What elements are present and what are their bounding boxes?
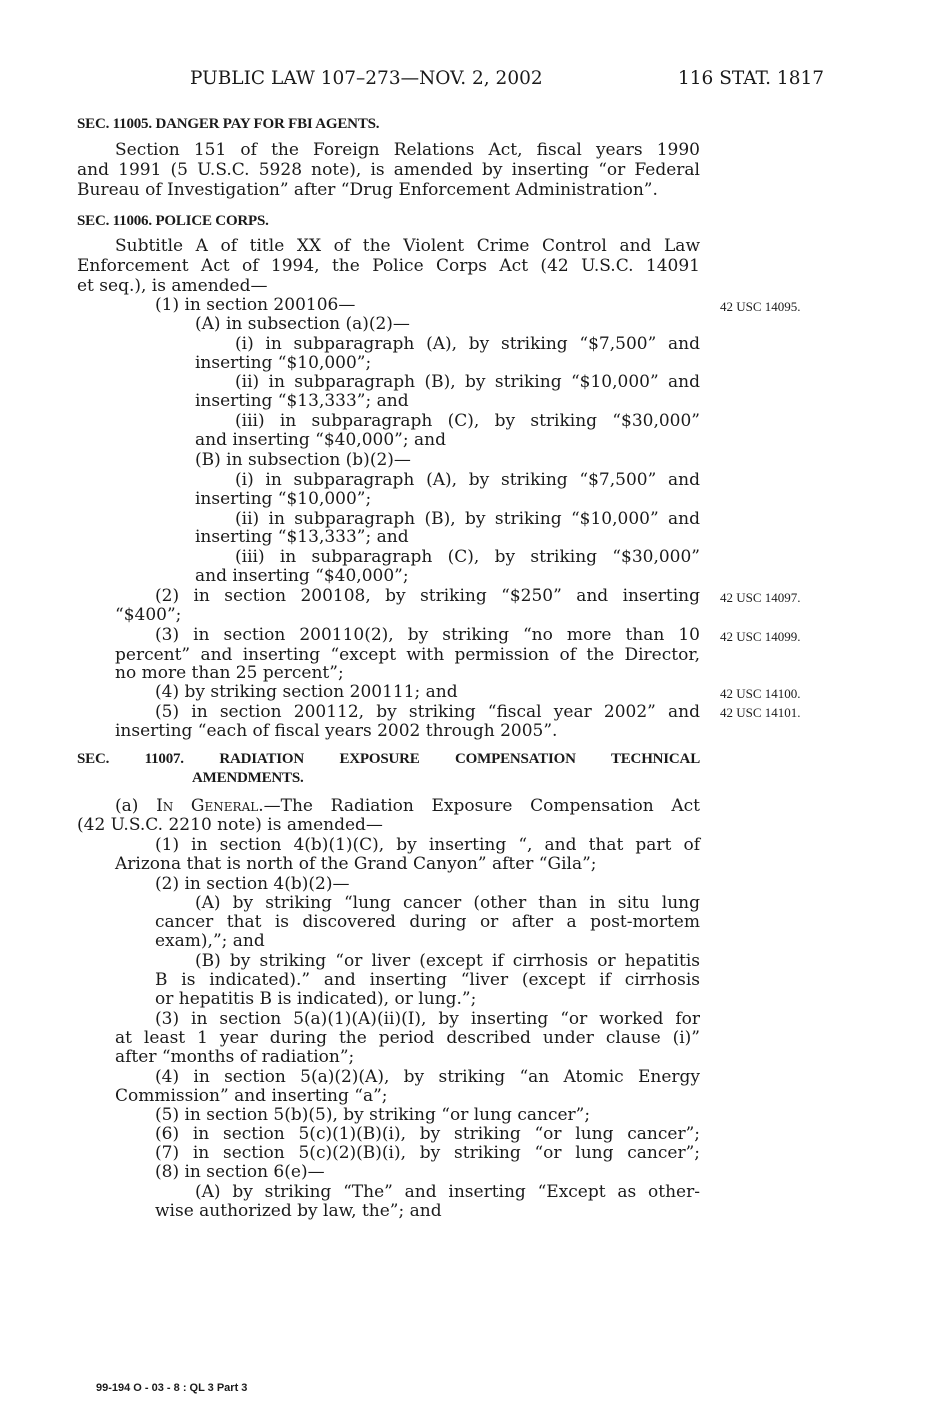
text-line: Subtitle A of title XX of the Violent Crime Control and Law <box>115 236 700 256</box>
text-line: (A) by striking “The” and inserting “Except as other- <box>195 1182 700 1202</box>
subsection-text: .—The Radiation Exposure Compensation Act <box>258 796 700 816</box>
text-line: (iii) in subparagraph (C), by striking “$30,000” <box>235 547 700 567</box>
margin-note: 42 USC 14095. <box>720 299 801 314</box>
text-line: inserting “$13,333”; and <box>195 391 409 411</box>
text-line: (6) in section 5(c)(1)(B)(i), by striking “or lung cancer”; <box>155 1124 700 1144</box>
text-line: Enforcement Act of 1994, the Police Corps Act (42 U.S.C. 14091 <box>77 256 700 276</box>
text-line: (4) in section 5(a)(2)(A), by striking “an Atomic Energy <box>155 1067 700 1087</box>
text-line: (i) in subparagraph (A), by striking “$7,500” and <box>235 334 700 354</box>
section-heading-11007: SEC. 11007. RADIATION EXPOSURE COMPENSATION TECHNICAL <box>77 751 700 767</box>
text-line: inserting “$13,333”; and <box>195 527 409 547</box>
text-line: wise authorized by law, the”; and <box>155 1201 442 1221</box>
text-line: Commission” and inserting “a”; <box>115 1086 388 1106</box>
running-header: PUBLIC LAW 107–273—NOV. 2, 2002 <box>190 68 543 89</box>
text-line: (7) in section 5(c)(2)(B)(i), by striking “or lung cancer”; <box>155 1143 700 1163</box>
text-line: (i) in subparagraph (A), by striking “$7,500” and <box>235 470 700 490</box>
text-line: percent” and inserting “except with permission of the Director, <box>115 645 700 665</box>
text-line: (1) in section 200106— <box>155 295 356 315</box>
text-line: Bureau of Investigation” after “Drug Enforcement Administration”. <box>77 180 658 200</box>
text-line: B is indicated).” and inserting “liver (except if cirrhosis <box>155 970 700 990</box>
text-line: cancer that is discovered during or after a post-mortem <box>155 912 700 932</box>
section-heading-11007-cont: AMENDMENTS. <box>192 770 304 786</box>
text-line: exam),”; and <box>155 931 265 951</box>
text-line: Section 151 of the Foreign Relations Act, fiscal years 1990 <box>115 140 700 160</box>
section-heading-11006: SEC. 11006. POLICE CORPS. <box>77 213 269 229</box>
printer-footer: 99-194 O - 03 - 8 : QL 3 Part 3 <box>96 1382 248 1394</box>
subsection-heading: In General <box>156 796 259 816</box>
text-line: Arizona that is north of the Grand Canyon” after “Gila”; <box>115 854 597 874</box>
text-line: and inserting “$40,000”; and <box>195 430 446 450</box>
text-line: (iii) in subparagraph (C), by striking “$30,000” <box>235 411 700 431</box>
page-stat-number: 116 STAT. 1817 <box>678 68 825 89</box>
margin-note: 42 USC 14099. <box>720 629 801 644</box>
text-line: inserting “each of fiscal years 2002 through 2005”. <box>115 721 558 741</box>
text-line: (42 U.S.C. 2210 note) is amended— <box>77 815 383 835</box>
text-line: and 1991 (5 U.S.C. 5928 note), is amended by inserting “or Federal <box>77 160 700 180</box>
text-line: or hepatitis B is indicated), or lung.”; <box>155 989 477 1009</box>
text-line: inserting “$10,000”; <box>195 489 372 509</box>
text-line: after “months of radiation”; <box>115 1047 355 1067</box>
text-line: “$400”; <box>115 605 182 625</box>
margin-note: 42 USC 14101. <box>720 705 801 720</box>
text-line: (1) in section 4(b)(1)(C), by inserting “, and that part of <box>155 835 700 855</box>
text-line: at least 1 year during the period described under clause (i)” <box>115 1028 700 1048</box>
text-line: (3) in section 5(a)(1)(A)(ii)(I), by inserting “or worked for <box>155 1009 700 1029</box>
text-line: (B) by striking “or liver (except if cirrhosis or hepatitis <box>195 951 700 971</box>
text-line: (A) in subsection (a)(2)— <box>195 314 410 334</box>
text-line: (2) in section 200108, by striking “$250” and inserting <box>155 586 700 606</box>
text-line: (ii) in subparagraph (B), by striking “$10,000” and <box>235 509 700 529</box>
text-line: (2) in section 4(b)(2)— <box>155 874 350 894</box>
text-line: no more than 25 percent”; <box>115 663 344 683</box>
text-line: et seq.), is amended— <box>77 276 268 296</box>
text-line: inserting “$10,000”; <box>195 353 372 373</box>
text-line: (5) in section 5(b)(5), by striking “or lung cancer”; <box>155 1105 591 1125</box>
subsection-a-line <box>115 796 700 816</box>
text-line: (8) in section 6(e)— <box>155 1162 325 1182</box>
text-line: (B) in subsection (b)(2)— <box>195 450 411 470</box>
margin-note: 42 USC 14097. <box>720 590 801 605</box>
text-line: (ii) in subparagraph (B), by striking “$10,000” and <box>235 372 700 392</box>
text-line: (5) in section 200112, by striking “fiscal year 2002” and <box>155 702 700 722</box>
text-line: (A) by striking “lung cancer (other than in situ lung <box>195 893 700 913</box>
margin-note: 42 USC 14100. <box>720 686 801 701</box>
text-line: (4) by striking section 200111; and <box>155 682 458 702</box>
text-line: and inserting “$40,000”; <box>195 566 409 586</box>
subsection-prefix: (a) <box>115 796 157 816</box>
text-line: (3) in section 200110(2), by striking “no more than 10 <box>155 625 700 645</box>
section-heading-11005: SEC. 11005. DANGER PAY FOR FBI AGENTS. <box>77 116 380 132</box>
